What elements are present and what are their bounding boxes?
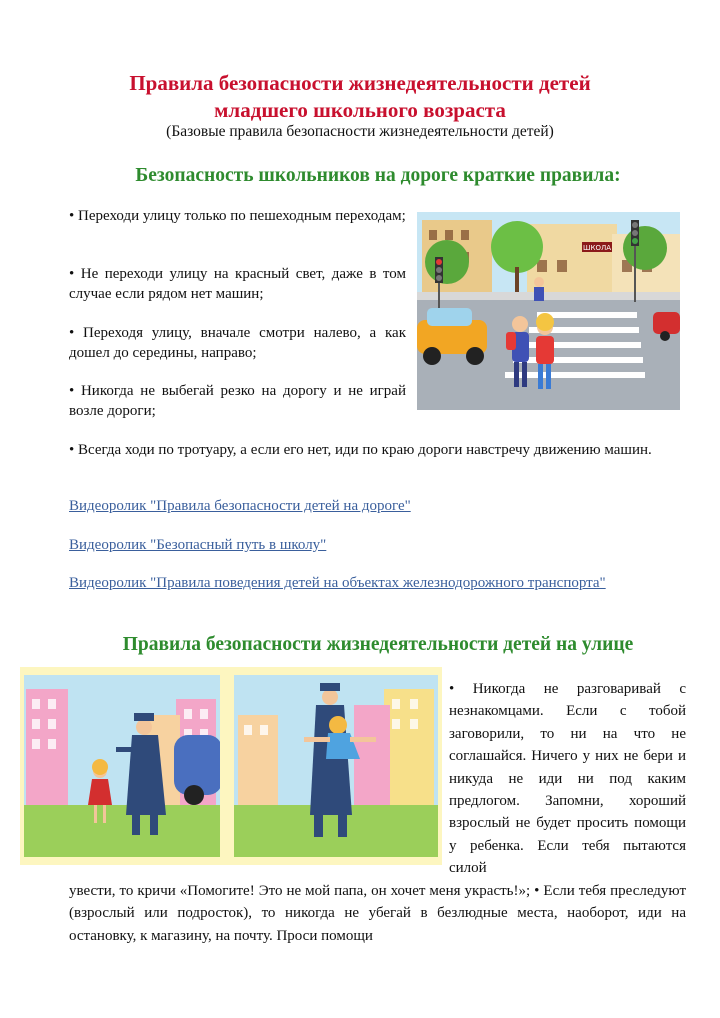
street-rule-continued: увести, то кричи «Помогите! Это не мой папа, он хочет меня украсть!»; • Если тебя преследуют (взрослый или подросток), то никогда не убегай в безлюдные места, наоборот, иди на остановку, к магазину, на почту. Проси помощи	[69, 883, 686, 944]
video-link-railway-safety[interactable]: Видеоролик "Правила поведения детей на объектах железнодорожного транспорта"	[69, 575, 606, 591]
page-subtitle: (Базовые правила безопасности жизнедеятельности детей)	[166, 123, 554, 140]
road-rule-1: • Переходи улицу только по пешеходным переходам;	[69, 208, 406, 224]
panel-stranger-grabs-child	[234, 675, 438, 857]
school-sign-text: ШКОЛА	[582, 244, 612, 252]
road-rule-3: • Переходя улицу, вначале смотри налево, а как дошел до середины, направо;	[69, 325, 406, 361]
page-title-line-2: младшего школьного возраста	[214, 98, 506, 122]
road-rule-2: • Не переходи улицу на красный свет, даже в том случае если рядом нет машин;	[69, 266, 406, 302]
stranger-danger-illustration	[20, 667, 442, 865]
road-safety-heading: Безопасность школьников на дороге краткие правила:	[135, 165, 621, 186]
video-link-road-safety[interactable]: Видеоролик "Правила безопасности детей на дороге"	[69, 498, 411, 514]
street-rule-strangers: • Никогда не разговаривай с незнакомцами. Если с тобой заговорили, то ни на что не соглашайся. Ничего у них не бери и никуда не иди ни под каким предлогом. Запомни, хороший взрослый не будет просить помощи у ребенка. Если тебя пытаются силой	[449, 681, 686, 877]
road-rule-5: • Всегда ходи по тротуару, а если его нет, иди по краю дороги навстречу движению машин.	[69, 442, 652, 458]
video-link-safe-way-to-school[interactable]: Видеоролик "Безопасный путь в школу"	[69, 537, 327, 553]
panel-stranger-offers-candy	[24, 675, 220, 857]
street-safety-heading: Правила безопасности жизнедеятельности детей на улице	[122, 634, 634, 655]
page-title-line-1: Правила безопасности жизнедеятельности детей	[129, 71, 591, 95]
road-rule-4: • Никогда не выбегай резко на дорогу и не играй возле дороги;	[69, 383, 406, 419]
road-crossing-illustration	[417, 212, 680, 410]
